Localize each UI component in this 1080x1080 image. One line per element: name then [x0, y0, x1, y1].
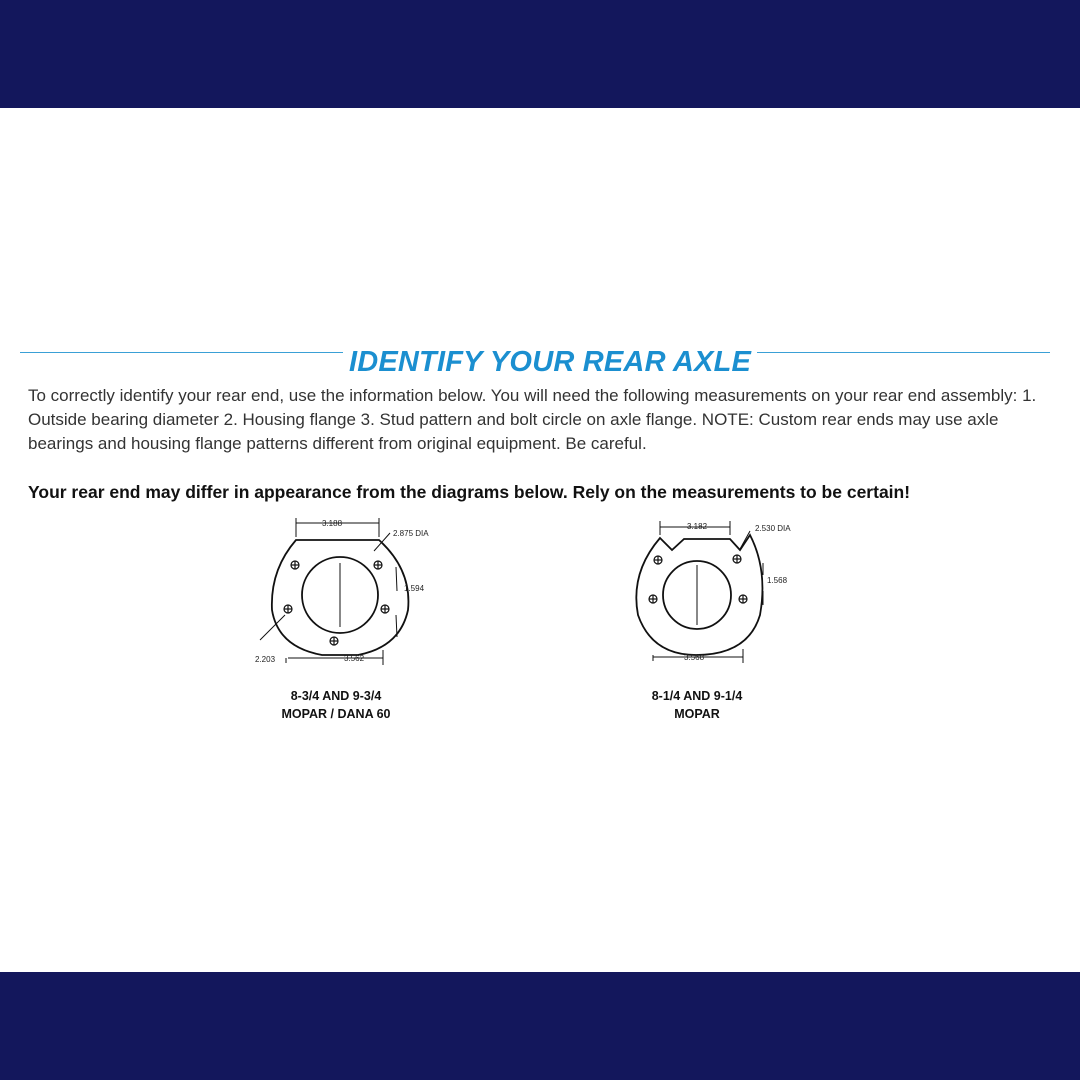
dim-bearing-dia: 2.875 DIA	[393, 529, 429, 538]
caption-dana-60-line2: MOPAR / DANA 60	[281, 707, 391, 721]
caption-dana-60-line1: 8-3/4 AND 9-3/4	[290, 689, 382, 703]
top-band	[0, 0, 1080, 108]
page-title	[0, 346, 1080, 379]
dim-bottom-left: 2.203	[255, 655, 276, 664]
page-title-text: IDENTIFY YOUR REAR AXLE	[343, 346, 757, 378]
bottom-band	[0, 972, 1080, 1080]
dim-vertical: 1.594	[404, 584, 425, 593]
dim-vertical: 1.568	[767, 576, 788, 585]
diagram-dana-60-drawing	[240, 515, 460, 675]
caption-mopar	[587, 687, 807, 723]
dim-bottom-width: 3.562	[344, 654, 365, 663]
diagram-mopar-drawing	[600, 515, 820, 675]
dim-bottom-width: 3.568	[684, 653, 705, 662]
diagram-mopar	[600, 515, 820, 675]
dim-top-width: 3.188	[322, 519, 343, 528]
caption-mopar-line2: MOPAR	[674, 707, 720, 721]
dim-bearing-dia: 2.530 DIA	[755, 524, 791, 533]
dim-top-width: 3.182	[687, 522, 708, 531]
caption-dana-60	[226, 687, 446, 723]
intro-paragraph: To correctly identify your rear end, use the information below. You will need the following measurements on your rear end assembly: 1. Outside bearing diameter 2. Housing flange 3. Stud pattern and bolt circle on axle flange. NOTE: Custom rear ends may use axle bearings and housing flange patterns different from original equipment. Be careful.	[28, 386, 1037, 453]
emphasis-note: Your rear end may differ in appearance from the diagrams below. Rely on the measurements to be certain!	[28, 482, 911, 502]
caption-mopar-line1: 8-1/4 AND 9-1/4	[651, 689, 743, 703]
diagram-dana-60	[240, 515, 460, 675]
